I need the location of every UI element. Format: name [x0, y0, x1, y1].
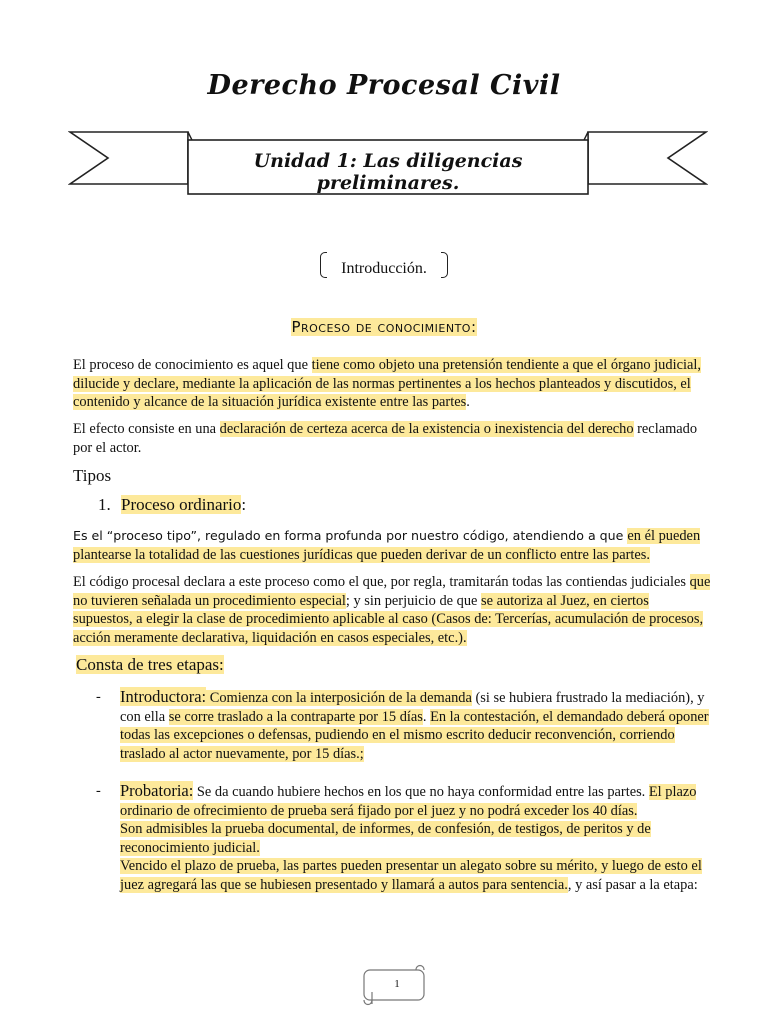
highlight: En la contestación, el demandado deberá oponer todas las excepciones o defensas, pudiendo en el mismo escrito deducir reconvención, corriendo traslado al actor nuevamente, por 15 días.; [120, 708, 709, 762]
highlight: El plazo ordinario de ofrecimiento de prueba será fijado por el juez y no podrá exceder los 40 días. [120, 784, 697, 819]
text: (si se hubiera frustrado la mediación), y con ella [120, 690, 705, 725]
highlight: se corre traslado a la contraparte por 15 días [168, 708, 423, 725]
page-number: 1 [394, 978, 400, 990]
paragraph-proceso-tipo [73, 527, 711, 564]
text: ; y sin perjuicio de que [345, 592, 482, 609]
text: reclamado por el actor. [73, 421, 698, 456]
etapas-heading [76, 656, 714, 675]
highlight: Proceso ordinario [121, 495, 242, 514]
bullet-icon: - [96, 783, 101, 799]
highlight: se autoriza al Juez, en ciertos supuestos, a elegir la clase de procedimiento aplicable al caso (Casos de: Tercerías, acumulación de procesos, acción meramente declarativa, liquidación en casos especiales, etc.). [73, 592, 704, 646]
text: El efecto consiste en una [73, 421, 220, 437]
highlight: Vencido el plazo de prueba, las partes pueden presentar un alegato sobre su mérito, y luego de esto el juez agregará las que se hubiesen presentado y llamará a autos para sentencia. [120, 858, 702, 893]
section-heading [0, 318, 768, 336]
right-bracket-icon [441, 252, 448, 278]
intro-heading [0, 252, 768, 282]
tipos-heading: Tipos [73, 466, 112, 485]
list-number: 1. [98, 495, 111, 514]
text: El proceso de conocimiento es aquel que [73, 357, 312, 373]
highlight: en él pueden plantearse la totalidad de las cuestiones jurídicas que pueden derivar de un conflicto entre las partes. [73, 528, 701, 563]
paragraph-definition [73, 356, 711, 412]
highlight: Comienza con la interposición de la demanda [206, 690, 472, 706]
stage-label: Probatoria: [120, 781, 194, 800]
highlight: tiene como objeto una pretensión tendiente a que el órgano judicial, dilucide y declare, mediante la aplicación de las normas pertinentes a los hechos planteados y discutidos, el contenido y alcance de la situación jurídica existente entre las partes [73, 357, 701, 410]
paragraph-efecto [73, 420, 711, 457]
text: Es el “proceso tipo”, regulado en forma profunda por nuestro código, atendiendo a que [73, 528, 628, 543]
unit-title: Unidad 1: Las diligencias preliminares. [253, 150, 523, 194]
text: Se da cuando hubiere hechos en los que no haya conformidad entre las partes. [193, 784, 649, 800]
text: . [422, 708, 431, 725]
highlight: que no tuvieren señalada un procedimiento especial [73, 574, 711, 609]
list-item-introductora [96, 687, 714, 763]
highlight: Consta de tres etapas: [76, 655, 224, 674]
paragraph-codigo [73, 573, 711, 647]
list-item-probatoria [96, 781, 714, 894]
text: . [466, 394, 470, 410]
text: : [241, 495, 247, 514]
highlight: Son admisibles la prueba documental, de informes, de confesión, de testigos, de peritos y de reconocimiento judicial. [120, 821, 651, 856]
text: , y así pasar a la etapa: [567, 876, 698, 893]
proceso-ordinario-heading [98, 496, 736, 515]
text: El código procesal declara a este proceso como el que, por regla, tramitarán todas las contiendas judiciales [73, 574, 690, 590]
intro-text: Introducción. [341, 259, 427, 277]
section-heading-text: Proceso de conocimiento: [291, 318, 477, 336]
bullet-icon: - [96, 689, 101, 705]
highlight: declaración de certeza acerca de la existencia o inexistencia del derecho [219, 421, 634, 437]
left-bracket-icon [320, 252, 327, 278]
document-title: Derecho Procesal Civil [207, 70, 561, 101]
stage-label: Introductora: [120, 687, 207, 706]
